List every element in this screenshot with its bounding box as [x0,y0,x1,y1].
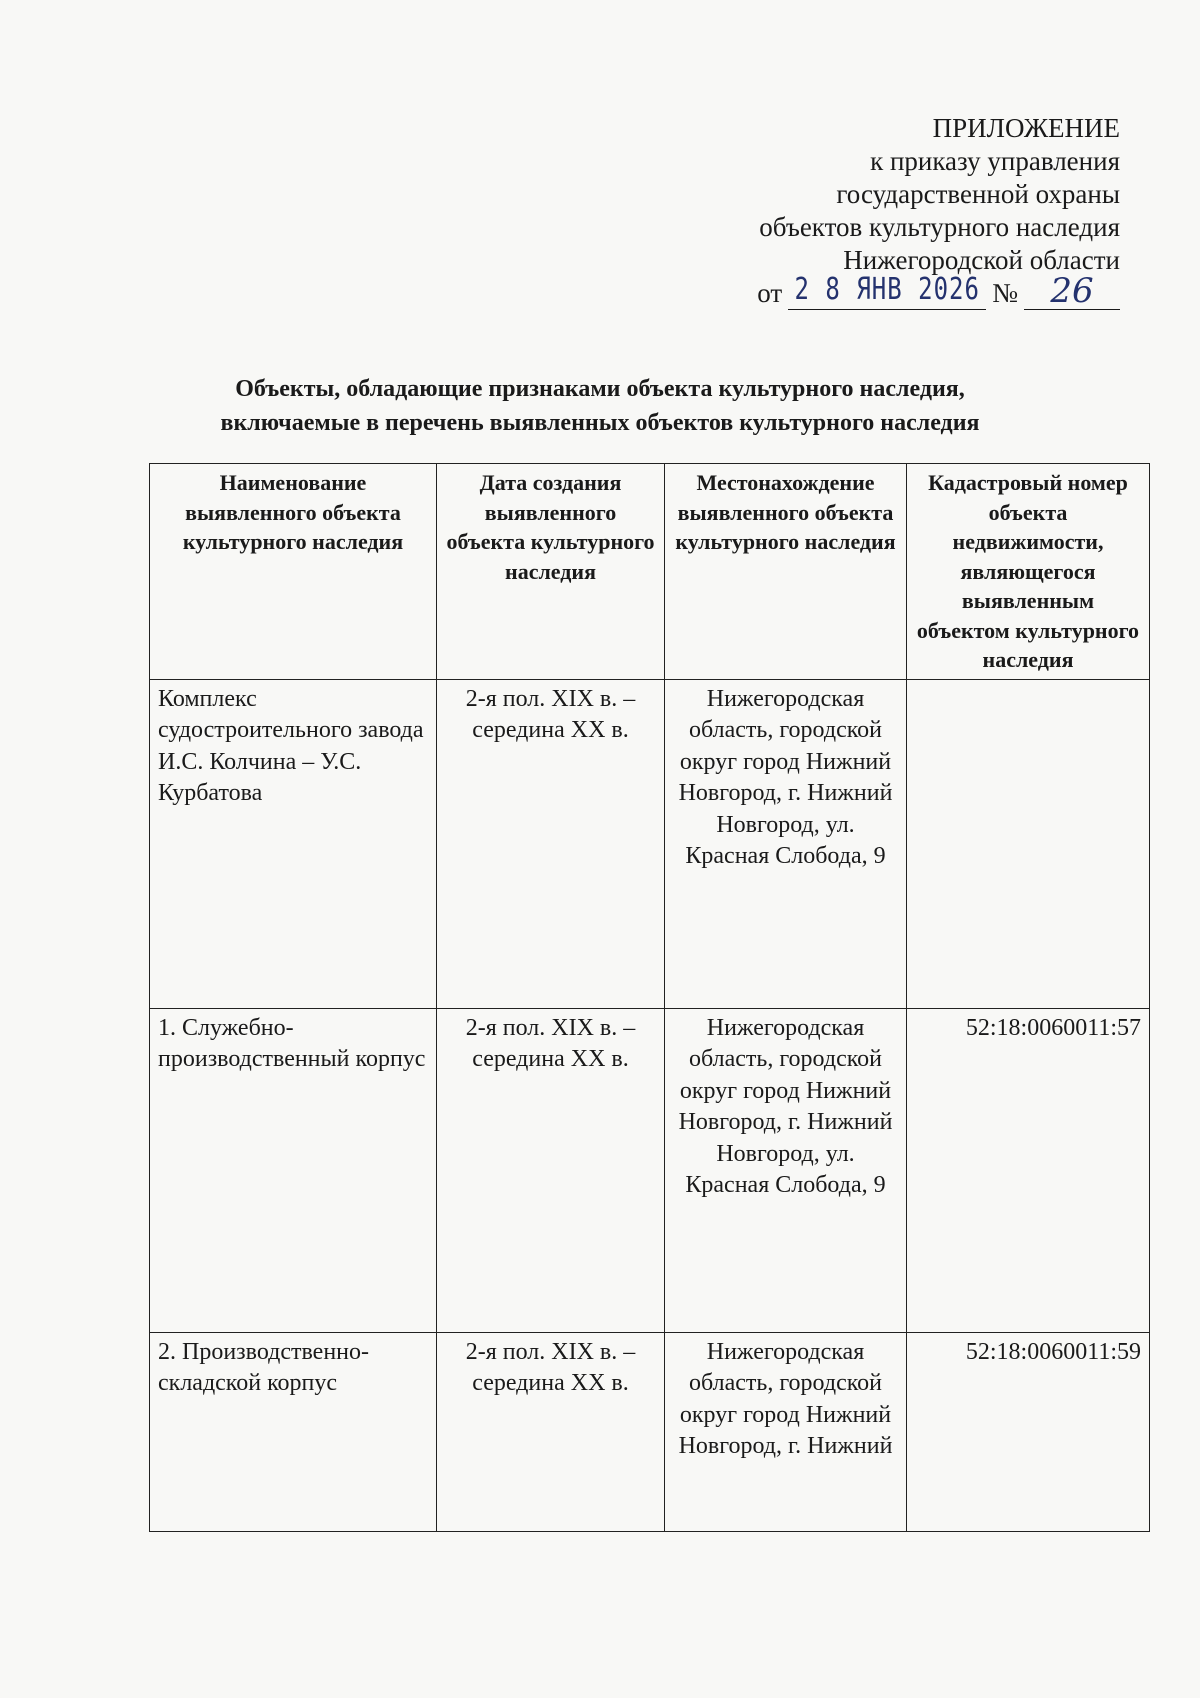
cell-date: 2-я пол. XIX в. – середина XX в. [437,1008,665,1332]
cell-name: Комплекс судостроительного завода И.С. Колчина – У.С. Курбатова [150,679,437,1008]
table-row [150,679,1150,1008]
appendix-line: к приказу управления [870,146,1120,176]
column-header-name: Наименование выявленного объекта культурного наследия [150,464,437,680]
number-blank [1024,271,1120,311]
cell-cadastral: 52:18:0060011:59 [907,1332,1150,1531]
appendix-header [600,112,1120,310]
column-header-date: Дата создания выявленного объекта культурного наследия [437,464,665,680]
table-row [150,1008,1150,1332]
cell-location: Нижегородская область, городской округ город Нижний Новгород, г. Нижний Новгород, ул. Красная Слобода, 9 [665,679,907,1008]
cell-cadastral: 52:18:0060011:57 [907,1008,1150,1332]
number-prefix: № [992,278,1018,308]
document-title-line: Объекты, обладающие признаками объекта культурного наследия, [235,376,965,402]
column-header-cadastral: Кадастровый номер объекта недвижимости, являющегося выявленным объектом культурного наследия [907,464,1150,680]
cell-cadastral [907,679,1150,1008]
cell-location: Нижегородская область, городской округ город Нижний Новгород, г. Нижний Новгород, ул. Красная Слобода, 9 [665,1008,907,1332]
cell-location: Нижегородская область, городской округ город Нижний Новгород, г. Нижний [665,1332,907,1531]
date-prefix: от [757,278,783,308]
appendix-title: ПРИЛОЖЕНИЕ [932,113,1120,143]
cell-date: 2-я пол. XIX в. – середина XX в. [437,1332,665,1531]
date-stamp: 2 8 ЯНВ 2026 [794,271,980,307]
date-blank [788,271,986,310]
table-header-row [150,464,1150,680]
objects-table [149,463,1150,1532]
cell-name: 1. Служебно-производственный корпус [150,1008,437,1332]
appendix-line: объектов культурного наследия [759,212,1120,242]
document-title [150,372,1050,440]
document-title-line: включаемые в перечень выявленных объектов культурного наследия [220,410,980,436]
table-row [150,1332,1150,1531]
handwritten-number: 26 [1050,271,1094,311]
appendix-line: государственной охраны [836,179,1120,209]
order-date-line [600,271,1120,311]
cell-name: 2. Производственно-складской корпус [150,1332,437,1531]
appendix-line: Нижегородской области [843,245,1120,275]
cell-date: 2-я пол. XIX в. – середина XX в. [437,679,665,1008]
column-header-location: Местонахождение выявленного объекта культурного наследия [665,464,907,680]
